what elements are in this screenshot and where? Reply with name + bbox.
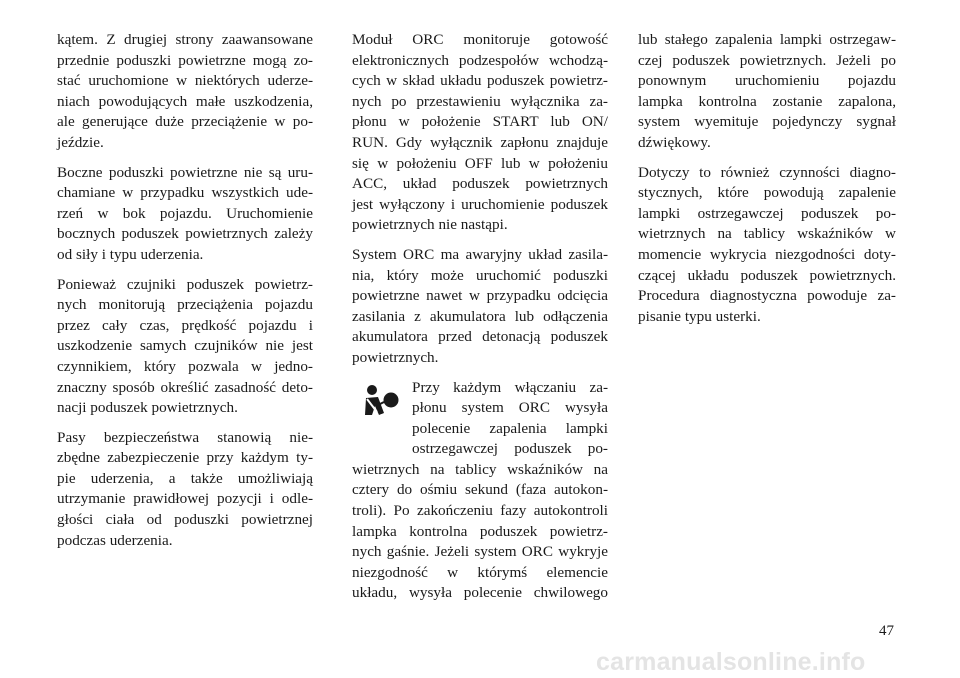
text-line: głości ciała od poduszki powietrznej <box>57 511 313 529</box>
text-line: lampka kontrolna poduszek powietrz- <box>352 522 608 540</box>
text-line: system wyemituje pojedynczy sygnał <box>638 113 896 131</box>
text-line: cztery do ośmiu sekund (faza autokon- <box>352 481 608 499</box>
text-line: ostrzegawczej poduszek po- <box>412 440 608 458</box>
paragraph <box>57 275 313 419</box>
text-line: przednie poduszki powietrzne mogą zo- <box>57 51 313 69</box>
text-line: niach powodujących małe uszkodzenia, <box>57 92 313 110</box>
text-line: Ponieważ czujniki poduszek powietrz- <box>57 275 313 293</box>
text-line: Pasy bezpieczeństwa stanowią nie- <box>57 428 313 446</box>
text-line: momencie wykrycia niezgodności doty- <box>638 245 896 263</box>
text-column-1 <box>57 30 313 560</box>
text-line: nych monitorują przeciążenia pojazdu <box>57 296 313 314</box>
text-line: chamiane w przypadku wszystkich ude- <box>57 184 313 202</box>
text-line: podczas uderzenia. <box>57 531 173 549</box>
text-line: dźwiękowy. <box>638 133 711 151</box>
airbag-warning-paragraph <box>352 378 608 605</box>
paragraph <box>352 30 608 236</box>
text-line: się w położeniu OFF lub w położeniu <box>352 154 608 172</box>
paragraph <box>638 30 896 154</box>
text-line: ale generujące duże przeciążenie w po- <box>57 113 313 131</box>
text-line: nych po przestawieniu wyłącznika za- <box>352 92 608 110</box>
text-line: akumulatora przed detonacją poduszek <box>352 328 608 346</box>
text-line: płonu system ORC wysyła <box>412 399 608 417</box>
watermark: carmanualsonline.info <box>596 648 866 676</box>
paragraph <box>638 163 896 328</box>
text-line: czynnikiem, który pozwala w jedno- <box>57 357 313 375</box>
text-line: polecenie zapalenia lampki <box>412 419 608 437</box>
paragraph <box>57 163 313 266</box>
text-line: płonu w położenie START lub ON/ <box>352 113 608 131</box>
text-line: bocznych poduszek powietrznych zależy <box>57 225 313 243</box>
text-line: rzeń w bok pojazdu. Uruchomienie <box>57 204 313 222</box>
text-line: troli). Po zakończeniu fazy autokontroli <box>352 502 608 520</box>
text-line: Boczne poduszki powietrzne nie są uru- <box>57 163 313 181</box>
text-line: niezgodność w którymś elemencie <box>352 563 608 581</box>
text-line: jeździe. <box>57 133 104 151</box>
text-line: lampki ostrzegawczej poduszek po- <box>638 204 896 222</box>
text-line: Przy każdym włączaniu za- <box>412 378 608 396</box>
paragraph <box>57 30 313 154</box>
page-number: 47 <box>879 623 894 639</box>
text-line: utrzymanie prawidłowej pozycji i odle- <box>57 490 313 508</box>
airbag-warning-icon <box>360 382 400 422</box>
text-line: czej poduszek powietrznych. Jeżeli po <box>638 51 896 69</box>
text-line: RUN. Gdy wyłącznik zapłonu znajduje <box>352 133 608 151</box>
text-line: stać uruchomione w niektórych uderze- <box>57 72 313 90</box>
text-line: powietrznych. <box>352 348 439 366</box>
text-line: wietrznych na tablicy wskaźników na <box>352 460 608 478</box>
text-line: elektronicznych podzespołów wchodzą- <box>352 51 608 69</box>
text-line: powietrznych nie nastąpi. <box>352 216 508 234</box>
text-line: pisanie typu usterki. <box>638 307 761 325</box>
text-line: przez cały czas, prędkość pojazdu i <box>57 316 313 334</box>
text-line: nia, który może uruchomić poduszki <box>352 266 608 284</box>
text-line: Moduł ORC monitoruje gotowość <box>352 31 608 48</box>
text-line: układu, wysyła polecenie chwilowego <box>352 584 608 602</box>
text-line: cych w skład układu poduszek powietrz- <box>352 72 608 90</box>
text-line: ponownym uruchomieniu pojazdu <box>638 72 896 90</box>
text-line: zasilania z akumulatora lub odłączenia <box>352 307 608 325</box>
text-line: wietrznych na tablicy wskaźników w <box>638 225 896 243</box>
text-column-3 <box>638 30 896 336</box>
text-line: pie uderzenia, a także umożliwiają <box>57 469 313 487</box>
text-line: od siły i typu uderzenia. <box>57 245 204 263</box>
text-line: jest wyłączony i uruchomienie poduszek <box>352 195 608 213</box>
text-line: czącej układu poduszek powietrznych. <box>638 266 896 284</box>
text-line: znaczny sposób określić zasadność deto- <box>57 378 313 396</box>
text-line: Procedura diagnostyczna powoduje za- <box>638 287 896 305</box>
text-line: System ORC ma awaryjny układ zasila- <box>352 245 608 263</box>
text-line: ACC, układ poduszek powietrznych <box>352 175 608 193</box>
paragraph <box>352 245 608 369</box>
text-line: Dotyczy to również czynności diagno- <box>638 163 896 181</box>
text-line: kątem. Z drugiej strony zaawansowane <box>57 31 313 48</box>
text-line: nacji poduszek powietrznych. <box>57 399 238 417</box>
text-line: zbędne zabezpieczenie przy każdym ty- <box>57 449 313 467</box>
paragraph <box>57 428 313 552</box>
text-line: lampka kontrolna zostanie zapalona, <box>638 92 896 110</box>
text-line: stycznych, które powodują zapalenie <box>638 184 896 202</box>
text-line: uszkodzenie samych czujników nie jest <box>57 337 313 355</box>
text-line: lub stałego zapalenia lampki ostrzegaw- <box>638 31 896 48</box>
text-column-2 <box>352 30 608 604</box>
text-line: nych gaśnie. Jeżeli system ORC wykryje <box>352 543 608 561</box>
text-line: powietrzne nawet w przypadku odcięcia <box>352 287 608 305</box>
